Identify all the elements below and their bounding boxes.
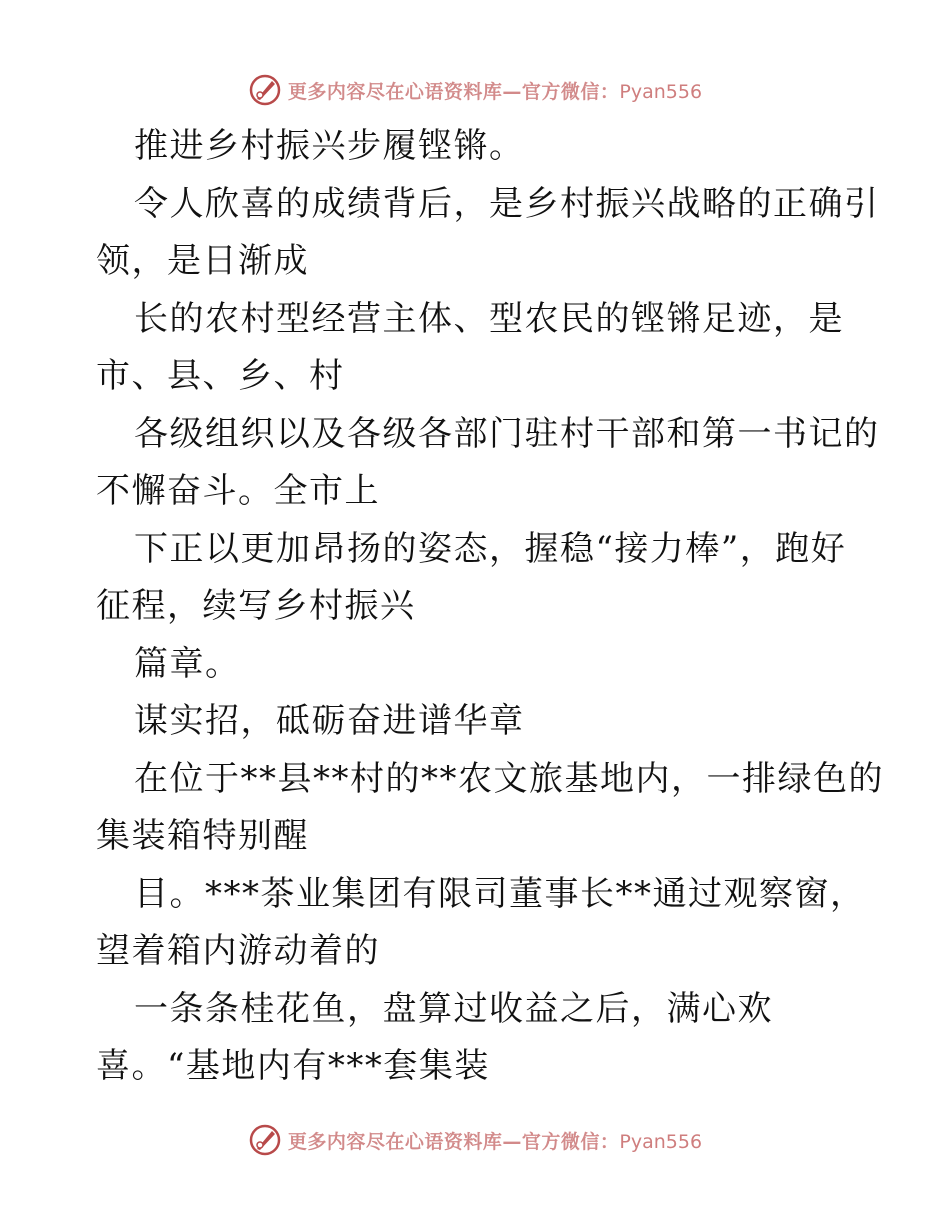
paragraph-line: 一条条桂花鱼，盘算过收益之后，满心欢 bbox=[134, 988, 773, 1029]
section-heading: 谋实招，砥砺奋进谱华章 bbox=[134, 701, 525, 741]
footer-watermark bbox=[0, 1120, 950, 1160]
paragraph-line: 望着箱内游动着的 bbox=[96, 931, 380, 971]
paragraph-line: 集装箱特别醒 bbox=[96, 816, 309, 856]
paragraph-line: 各级组织以及各级各部门驻村干部和第一书记的 bbox=[134, 413, 880, 454]
paragraph-line: 喜。“基地内有***套集装 bbox=[96, 1046, 490, 1086]
quill-seal-icon bbox=[248, 1123, 282, 1157]
watermark-text: 更多内容尽在心语资料库—官方微信：Pyan556 bbox=[287, 1130, 703, 1153]
paragraph-line: 征程，续写乡村振兴 bbox=[96, 586, 416, 626]
paragraph-line: 篇章。 bbox=[134, 643, 241, 684]
paragraph-line: 下正以更加昂扬的姿态，握稳“接力棒”，跑好 bbox=[134, 528, 847, 569]
paragraph-line: 长的农村型经营主体、型农民的铿锵足迹，是 bbox=[134, 298, 844, 339]
watermark-wechat-id: Pyan556 bbox=[619, 1130, 703, 1153]
paragraph-line: 推进乡村振兴步履铿锵。 bbox=[134, 126, 525, 166]
paragraph-line: 市、县、乡、村 bbox=[96, 356, 345, 396]
header-watermark bbox=[0, 70, 950, 110]
watermark-text: 更多内容尽在心语资料库—官方微信：Pyan556 bbox=[287, 80, 703, 103]
quill-seal-icon bbox=[248, 73, 282, 107]
watermark-wechat-id: Pyan556 bbox=[619, 80, 703, 103]
document-body bbox=[96, 118, 884, 1096]
paragraph-line: 领，是日渐成 bbox=[96, 241, 309, 281]
paragraph-line: 目。***茶业集团有限司董事长**通过观察窗， bbox=[134, 873, 866, 914]
paragraph-line: 令人欣喜的成绩背后，是乡村振兴战略的正确引 bbox=[134, 183, 880, 224]
paragraph-line: 不懈奋斗。全市上 bbox=[96, 471, 380, 511]
paragraph-line: 在位于**县**村的**农文旅基地内，一排绿色的 bbox=[134, 758, 884, 799]
